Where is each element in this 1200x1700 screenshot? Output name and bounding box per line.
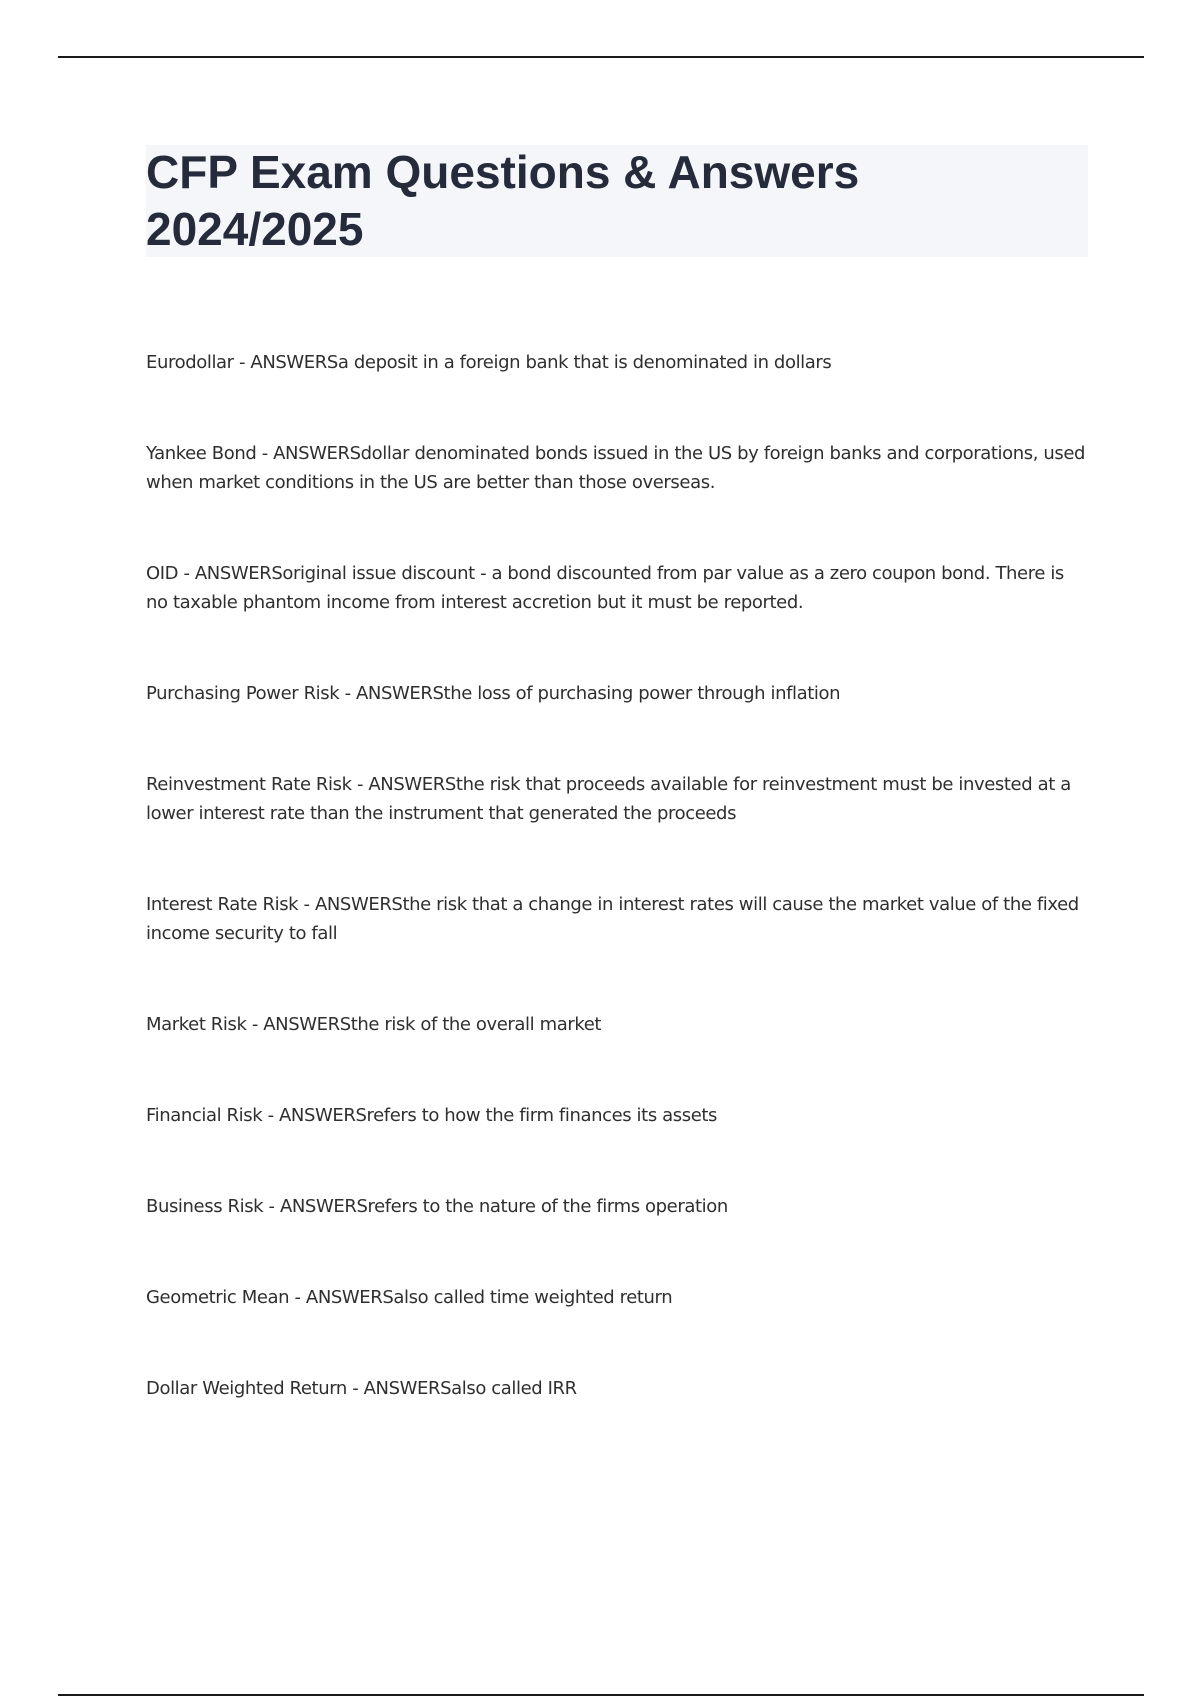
qa-separator: - ANSWERS bbox=[256, 443, 361, 464]
qa-answer: refers to how the firm finances its assets bbox=[366, 1105, 718, 1126]
qa-item-dollar-weighted-return bbox=[146, 1374, 1086, 1403]
qa-answer: dollar denominated bonds issued in the US by foreign banks and corporations, used when market conditions in the US are better than those overseas. bbox=[146, 443, 1086, 493]
qa-separator: - ANSWERS bbox=[233, 352, 338, 373]
qa-term: Purchasing Power Risk bbox=[146, 683, 340, 704]
qa-item-market-risk bbox=[146, 1010, 1086, 1039]
qa-item-financial-risk bbox=[146, 1101, 1086, 1130]
qa-list bbox=[146, 348, 1086, 1465]
qa-separator: - ANSWERS bbox=[262, 1105, 367, 1126]
qa-item-interest-rate-risk bbox=[146, 890, 1086, 948]
qa-answer: the risk that a change in interest rates will cause the market value of the fixed income security to fall bbox=[146, 894, 1079, 944]
qa-answer: also called IRR bbox=[451, 1378, 577, 1399]
qa-term: Financial Risk bbox=[146, 1105, 263, 1126]
bottom-rule bbox=[58, 1694, 1144, 1696]
qa-answer: a deposit in a foreign bank that is denominated in dollars bbox=[337, 352, 832, 373]
qa-answer: original issue discount - a bond discounted from par value as a zero coupon bond. There is no taxable phantom income from interest accretion but it must be reported. bbox=[146, 563, 1064, 613]
qa-item-business-risk bbox=[146, 1192, 1086, 1221]
qa-separator: - ANSWERS bbox=[298, 894, 403, 915]
qa-term: Interest Rate Risk bbox=[146, 894, 299, 915]
qa-item-yankee-bond bbox=[146, 439, 1086, 497]
qa-answer: the risk of the overall market bbox=[350, 1014, 602, 1035]
top-rule bbox=[58, 56, 1144, 58]
qa-item-reinvestment-rate-risk bbox=[146, 770, 1086, 828]
qa-separator: - ANSWERS bbox=[339, 683, 444, 704]
qa-separator: - ANSWERS bbox=[263, 1196, 368, 1217]
qa-separator: - ANSWERS bbox=[289, 1287, 394, 1308]
qa-term: Eurodollar bbox=[146, 352, 234, 373]
qa-term: Yankee Bond bbox=[146, 443, 257, 464]
qa-item-eurodollar bbox=[146, 348, 1086, 377]
page-title: CFP Exam Questions & Answers 2024/2025 bbox=[146, 146, 860, 255]
qa-answer: refers to the nature of the firms operation bbox=[367, 1196, 728, 1217]
qa-separator: - ANSWERS bbox=[178, 563, 283, 584]
qa-answer: the risk that proceeds available for reinvestment must be invested at a lower interest rate than the instrument that generated the proceeds bbox=[146, 774, 1071, 824]
qa-term: Market Risk bbox=[146, 1014, 247, 1035]
qa-term: Business Risk bbox=[146, 1196, 264, 1217]
qa-item-purchasing-power-risk bbox=[146, 679, 1086, 708]
qa-separator: - ANSWERS bbox=[346, 1378, 452, 1399]
qa-answer: also called time weighted return bbox=[393, 1287, 673, 1308]
qa-item-geometric-mean bbox=[146, 1283, 1086, 1312]
qa-separator: - ANSWERS bbox=[351, 774, 456, 795]
qa-term: Dollar Weighted Return bbox=[146, 1378, 347, 1399]
qa-answer: the loss of purchasing power through inflation bbox=[443, 683, 841, 704]
qa-term: OID bbox=[146, 563, 179, 584]
qa-term: Geometric Mean bbox=[146, 1287, 290, 1308]
qa-item-oid bbox=[146, 559, 1086, 617]
qa-separator: - ANSWERS bbox=[246, 1014, 351, 1035]
qa-term: Reinvestment Rate Risk bbox=[146, 774, 352, 795]
